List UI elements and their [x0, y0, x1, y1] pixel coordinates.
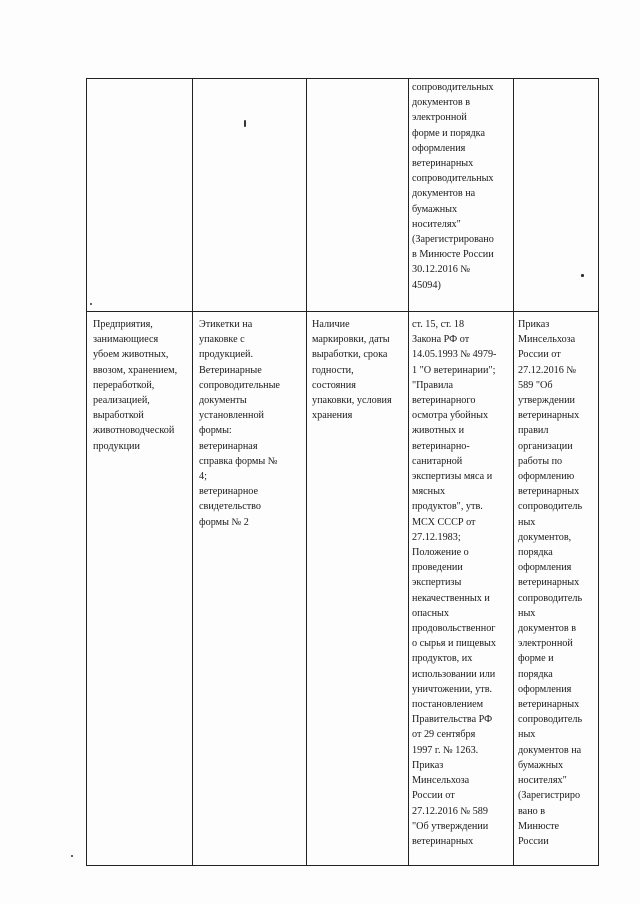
column-border-3 — [306, 78, 307, 866]
table-top-border — [86, 78, 599, 79]
main-row-col2-text: Этикетки на упаковке с продукцией. Ветеринарные сопроводительные документы установленной формы: ветеринарная справка формы № 4; ветеринарное свидетельство формы № 2 — [199, 319, 280, 528]
top-row-col4-text: сопроводительных документов в электронной форме и порядка оформления ветеринарных сопроводительных документов на бумажных носителях" (Зарегистрировано в Минюсте России 30.12.2016 № 45094) — [412, 82, 494, 291]
scan-speck — [71, 855, 73, 857]
column-border-2 — [192, 78, 193, 866]
main-row-col3-text: Наличие маркировки, даты выработки, срока годности, состояния упаковки, условия хранения — [312, 319, 392, 422]
row-divider — [86, 311, 599, 312]
column-border-left — [86, 78, 87, 866]
scan-speck — [244, 120, 246, 127]
main-row-col1-text: Предприятия, занимающиеся убоем животных, ввозом, хранением, переработкой, реализацией, выработкой животноводческой продукции — [93, 319, 178, 452]
main-row-col5-text: Приказ Минсельхоза России от 27.12.2016 № 589 "Об утверждении ветеринарных правил организации работы по оформлению ветеринарных сопроводитель ных документов, порядка оформления ветеринарных сопроводитель ных документов в электронной форме и порядка оформления ветеринарных сопроводитель ных документов на бумажных носителях" (Зарегистриро вано в Минюсте России — [518, 319, 583, 847]
table-bottom-border — [86, 865, 599, 866]
scan-speck — [90, 303, 92, 305]
column-border-4 — [408, 78, 409, 866]
column-border-5 — [513, 78, 514, 866]
scan-speck — [581, 274, 584, 277]
column-border-right — [598, 78, 599, 866]
main-row-col4-text: ст. 15, ст. 18 Закона РФ от 14.05.1993 № 4979- 1 "О ветеринарии"; "Правила ветеринарного осмотра убойных животных и ветеринарно- санитарной экспертизы мяса и мясных продуктов", утв. МСХ СССР от 27.12.1983; Положение о проведении экспертизы некачественных и опасных продовольственног о сырья и пищевых продуктов, их использовании или уничтожении, утв. постановлением Правительства РФ от 29 сентября 1997 г. № 1263. Приказ Минсельхоза России от 27.12.2016 № 589 "Об утверждении ветеринарных — [412, 319, 497, 847]
